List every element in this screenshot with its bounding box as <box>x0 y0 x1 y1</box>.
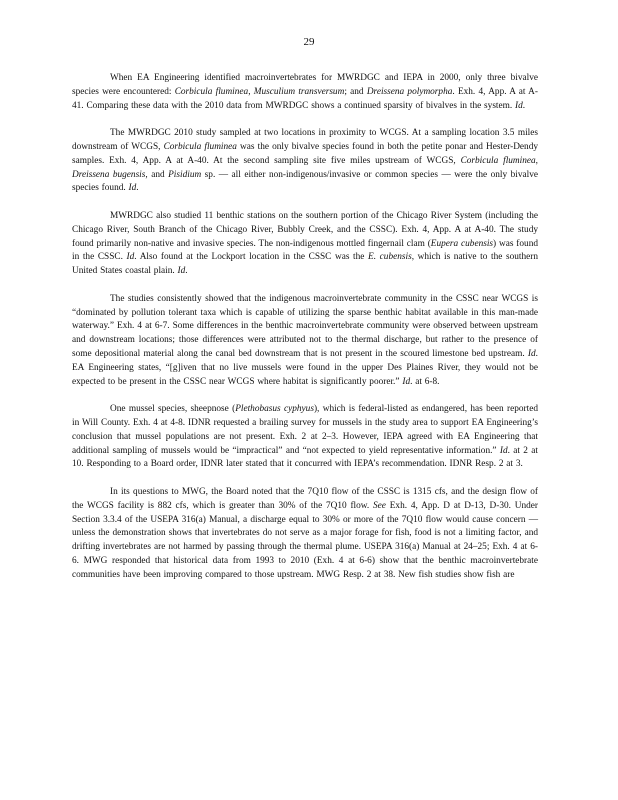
text-run: . EA Engineering states, “[g]iven that no live mussels were found in the upper Des Plaines River, they would not be expected to be present in the CSSC near WCGS where habitat is significantly poorer.” <box>72 348 538 387</box>
text-run: , <box>535 155 538 166</box>
paragraph-benthic-stations <box>72 210 538 279</box>
text-run: When EA Engineering identified macroinvertebrates for MWRDGC and IEPA in 2000, only three bivalve species were encountered: <box>72 73 538 97</box>
italic-text-run: See <box>373 500 386 511</box>
italic-text-run: Eupera cubensis <box>430 238 494 249</box>
italic-text-run: Id <box>515 100 523 111</box>
text-run: . <box>185 266 188 277</box>
italic-text-run: Id <box>527 348 536 359</box>
text-run: In its questions to MWG, the Board noted that the 7Q10 flow of the CSSC is 1315 cfs, and the design flow of the WCGS facility is 882 cfs, which is greater than 30% of the 7Q10 flow. <box>72 486 538 511</box>
italic-text-run: Dreissena bugensis <box>72 169 146 180</box>
paragraph-7q10-flow <box>72 486 538 583</box>
paragraph-bivalve-survey-2000 <box>72 72 538 113</box>
text-run: , <box>248 86 254 97</box>
text-run: One mussel species, sheepnose ( <box>110 404 236 415</box>
paragraph-mwrdgc-2010-study <box>72 127 538 196</box>
italic-text-run: Id <box>126 252 135 263</box>
paragraph-community-studies <box>72 293 538 390</box>
text-run: . Exh. 4, App. A at A-41. Comparing these data with the 2010 data from MWRDGC shows a continued sparsity of bivalves in the system. <box>72 86 538 111</box>
text-run: . at 2 at 10. Responding to a Board order, IDNR later stated that it concurred with IEPA’s recommendation. IDNR Resp. 2 at 3. <box>72 445 538 470</box>
italic-text-run: Corbicula fluminea <box>163 141 237 152</box>
italic-text-run: Pisidium <box>168 169 202 180</box>
text-run: was the only bivalve species found in both the petite ponar and Hester-Dendy samples. Exh. 4, App. A at A-40. At the second sampling site five miles upstream of WCGS, <box>72 141 538 166</box>
italic-text-run: Corbicula fluminea <box>174 86 249 97</box>
italic-text-run: Dreissena polymorpha <box>366 86 453 97</box>
text-run: sp. — all either non-indigenous/invasive or common species — were the only bivalve species found. <box>72 169 539 194</box>
text-run: The MWRDGC 2010 study sampled at two locations in proximity to WCGS. At a sampling location 3.5 miles downstream of WCGS, <box>72 128 538 152</box>
italic-text-run: Plethobasus cyphyus <box>235 404 314 415</box>
document-body <box>72 72 538 596</box>
text-run: ) was found in the CSSC. <box>72 238 538 263</box>
text-run: , which is native to the southern United States coastal plain. <box>72 252 538 277</box>
text-run: . <box>522 100 526 111</box>
text-run: ), which is federal-listed as endangered, has been reported in Will County. Exh. 4 at 4-8. IDNR requested a brailing survey for mussels in the study area to support EA Engineering’s conclusion that mussel populations are not present. Exh. 2 at 2–3. However, IEPA agreed with EA Engineering that additional sampling of mussels would be “impractical” and “not expected to yield representative information.” <box>72 404 538 456</box>
italic-text-run: Corbicula fluminea <box>460 155 536 166</box>
text-run: . Also found at the Lockport location in the CSSC was the <box>134 252 369 263</box>
paragraph-sheepnose-mussel <box>72 403 538 472</box>
italic-text-run: Id <box>177 266 186 277</box>
text-run: Exh. 4, App. D at D-13, D-30. Under Section 3.3.4 of the USEPA 316(a) Manual, a discharge equal to 30% or more of the 7Q10 flow would cause concern — unless the demonstration shows that invertebrates do not serve as a major forage for fish, food is not a limiting factor, and drifting invertebrates are not harmed by passing through the thermal plume. USEPA 316(a) Manual at 24–25; Exh. 4 at 6-6. MWG responded that historical data from 1993 to 2010 (Exh. 4 at 6-6) show that the benthic macroinvertebrate communities have been improving compared to those upstream. MWG Resp. 2 at 38. New fish studies show fish are <box>72 500 538 580</box>
italic-text-run: Musculium transversum <box>253 86 345 97</box>
text-run: MWRDGC also studied 11 benthic stations on the southern portion of the Chicago River System (including the Chicago River, South Branch of the Chicago River, Bubbly Creek, and the CSSC). Exh. 4, App. A at A-40. The study found primarily non-native and invasive species. The non-indigenous mottled fingernail clam ( <box>72 210 538 249</box>
page-number: 29 <box>303 36 315 48</box>
text-run: , and <box>145 169 169 180</box>
text-run: ; and <box>344 86 367 97</box>
italic-text-run: Id <box>128 183 137 194</box>
text-run: The studies consistently showed that the indigenous macroinvertebrate community in the CSSC near WCGS is “dominated by pollution tolerant taxa which is capable of utilizing the sparse benthic habitat available in this man-made waterway.” Exh. 4 at 6-7. Some differences in the benthic macroinvertebrate community were observed between upstream and downstream locations; those differences were attributed not to the thermal discharge, but rather to the presence of some depositional material along the canal bed downstream that is not present in the scoured limestone bed upstream. <box>72 293 538 359</box>
italic-text-run: E. cubensis <box>368 252 412 263</box>
text-run: . at 6-8. <box>410 376 440 387</box>
italic-text-run: Id <box>499 445 508 456</box>
italic-text-run: Id <box>402 376 411 387</box>
text-run: . <box>136 183 139 194</box>
